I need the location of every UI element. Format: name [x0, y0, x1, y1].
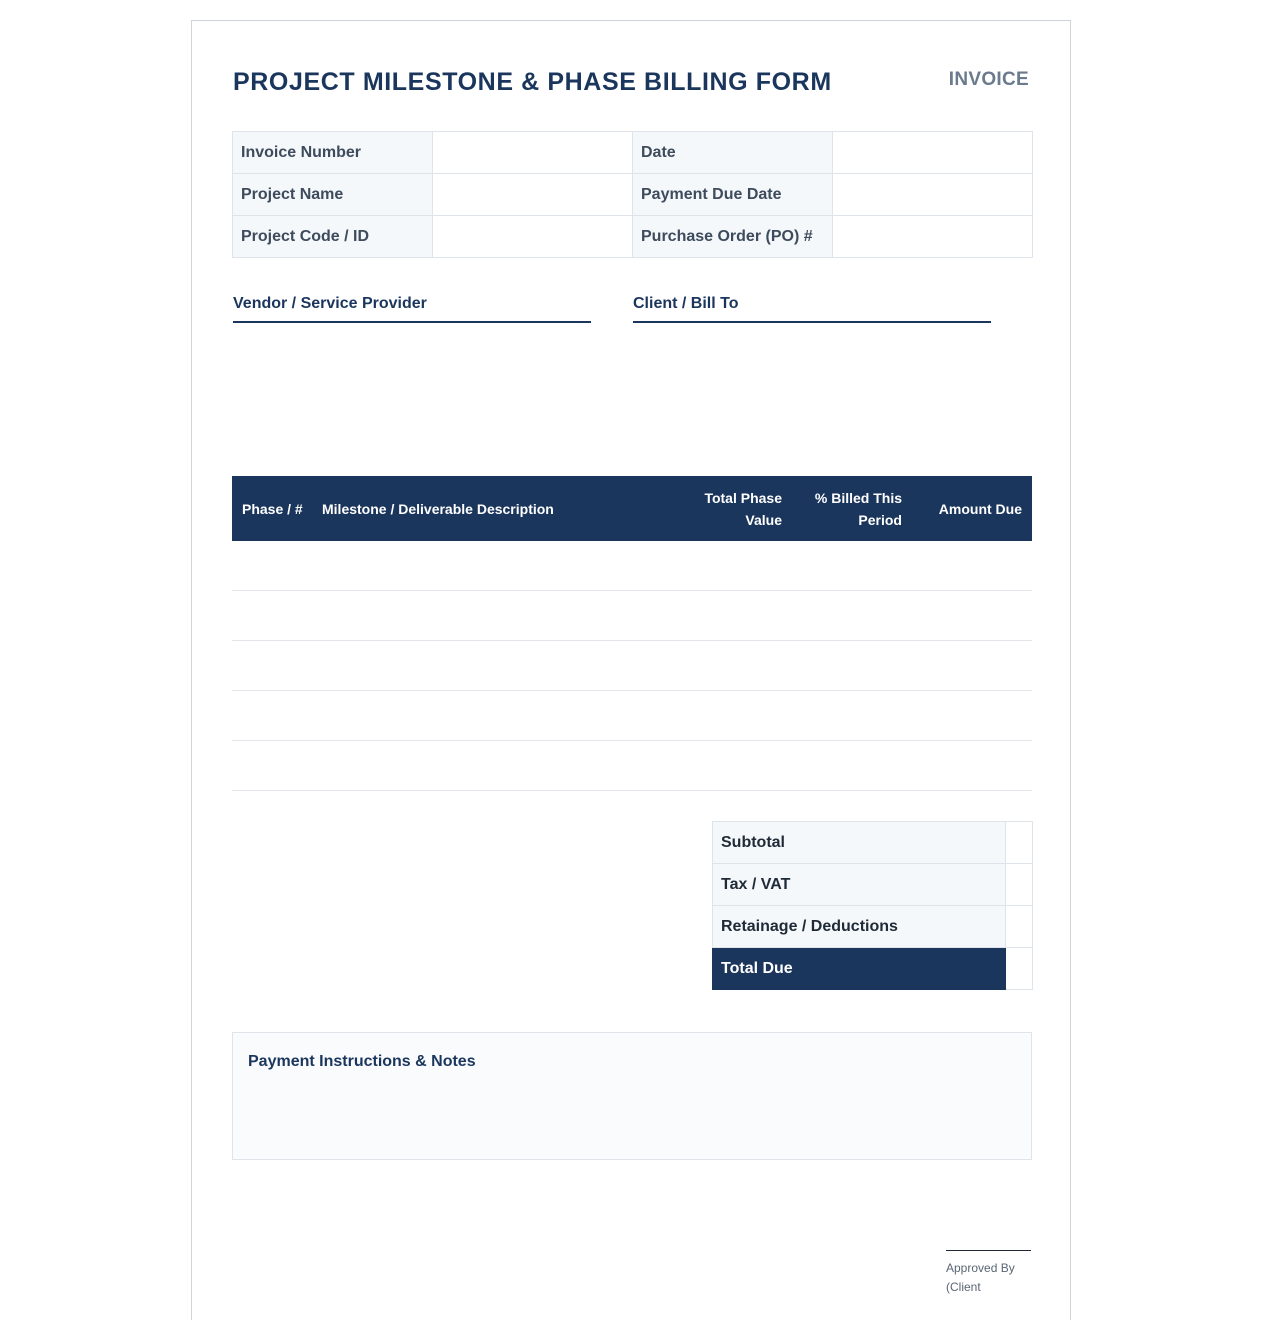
- project-name-field[interactable]: [433, 174, 633, 216]
- line-item-row[interactable]: [232, 541, 1032, 591]
- date-field[interactable]: [833, 132, 1033, 174]
- invoice-number-label: Invoice Number: [233, 132, 433, 174]
- payment-due-date-field[interactable]: [833, 174, 1033, 216]
- form-title: PROJECT MILESTONE & PHASE BILLING FORM: [233, 68, 832, 96]
- total-due-row: [713, 948, 1033, 990]
- retainage-field[interactable]: [1006, 906, 1033, 948]
- total-phase-value-column-header: Total Phase Value: [704, 489, 782, 528]
- info-row: [233, 132, 1033, 174]
- line-item-row[interactable]: [232, 641, 1032, 691]
- subtotal-field[interactable]: [1006, 822, 1033, 864]
- approval-signature-line: Approved By (Client: [946, 1250, 1031, 1297]
- invoice-sheet: [191, 20, 1071, 1320]
- phase-column-header: Phase / #: [242, 500, 303, 517]
- line-item-row[interactable]: [232, 691, 1032, 741]
- subtotal-row: [713, 822, 1033, 864]
- vendor-section-heading: Vendor / Service Provider: [233, 295, 591, 323]
- purchase-order-label: Purchase Order (PO) #: [633, 216, 833, 258]
- document-type-label: INVOICE: [948, 69, 1029, 90]
- line-items-body: [232, 541, 1032, 791]
- total-due-label: Total Due: [713, 948, 1006, 990]
- line-item-row[interactable]: [232, 591, 1032, 641]
- payment-notes-title: Payment Instructions & Notes: [248, 1053, 476, 1070]
- purchase-order-field[interactable]: [833, 216, 1033, 258]
- invoice-number-field[interactable]: [433, 132, 633, 174]
- line-item-row[interactable]: [232, 741, 1032, 791]
- tax-field[interactable]: [1006, 864, 1033, 906]
- total-due-field[interactable]: [1006, 948, 1033, 990]
- project-code-label: Project Code / ID: [233, 216, 433, 258]
- payment-notes-box[interactable]: [232, 1032, 1032, 1160]
- date-label: Date: [633, 132, 833, 174]
- project-name-label: Project Name: [233, 174, 433, 216]
- description-column-header: Milestone / Deliverable Description: [322, 500, 554, 517]
- retainage-label: Retainage / Deductions: [713, 906, 1006, 948]
- client-section-heading: Client / Bill To: [633, 295, 991, 323]
- subtotal-label: Subtotal: [713, 822, 1006, 864]
- info-row: [233, 174, 1033, 216]
- line-items-header: [232, 476, 1032, 541]
- invoice-info-table: [232, 131, 1033, 258]
- tax-row: [713, 864, 1033, 906]
- totals-table: [712, 821, 1033, 990]
- project-code-field[interactable]: [433, 216, 633, 258]
- amount-due-column-header: Amount Due: [938, 500, 1022, 517]
- payment-due-date-label: Payment Due Date: [633, 174, 833, 216]
- tax-label: Tax / VAT: [713, 864, 1006, 906]
- info-row: [233, 216, 1033, 258]
- percent-billed-column-header: % Billed This Period: [814, 489, 902, 528]
- retainage-row: [713, 906, 1033, 948]
